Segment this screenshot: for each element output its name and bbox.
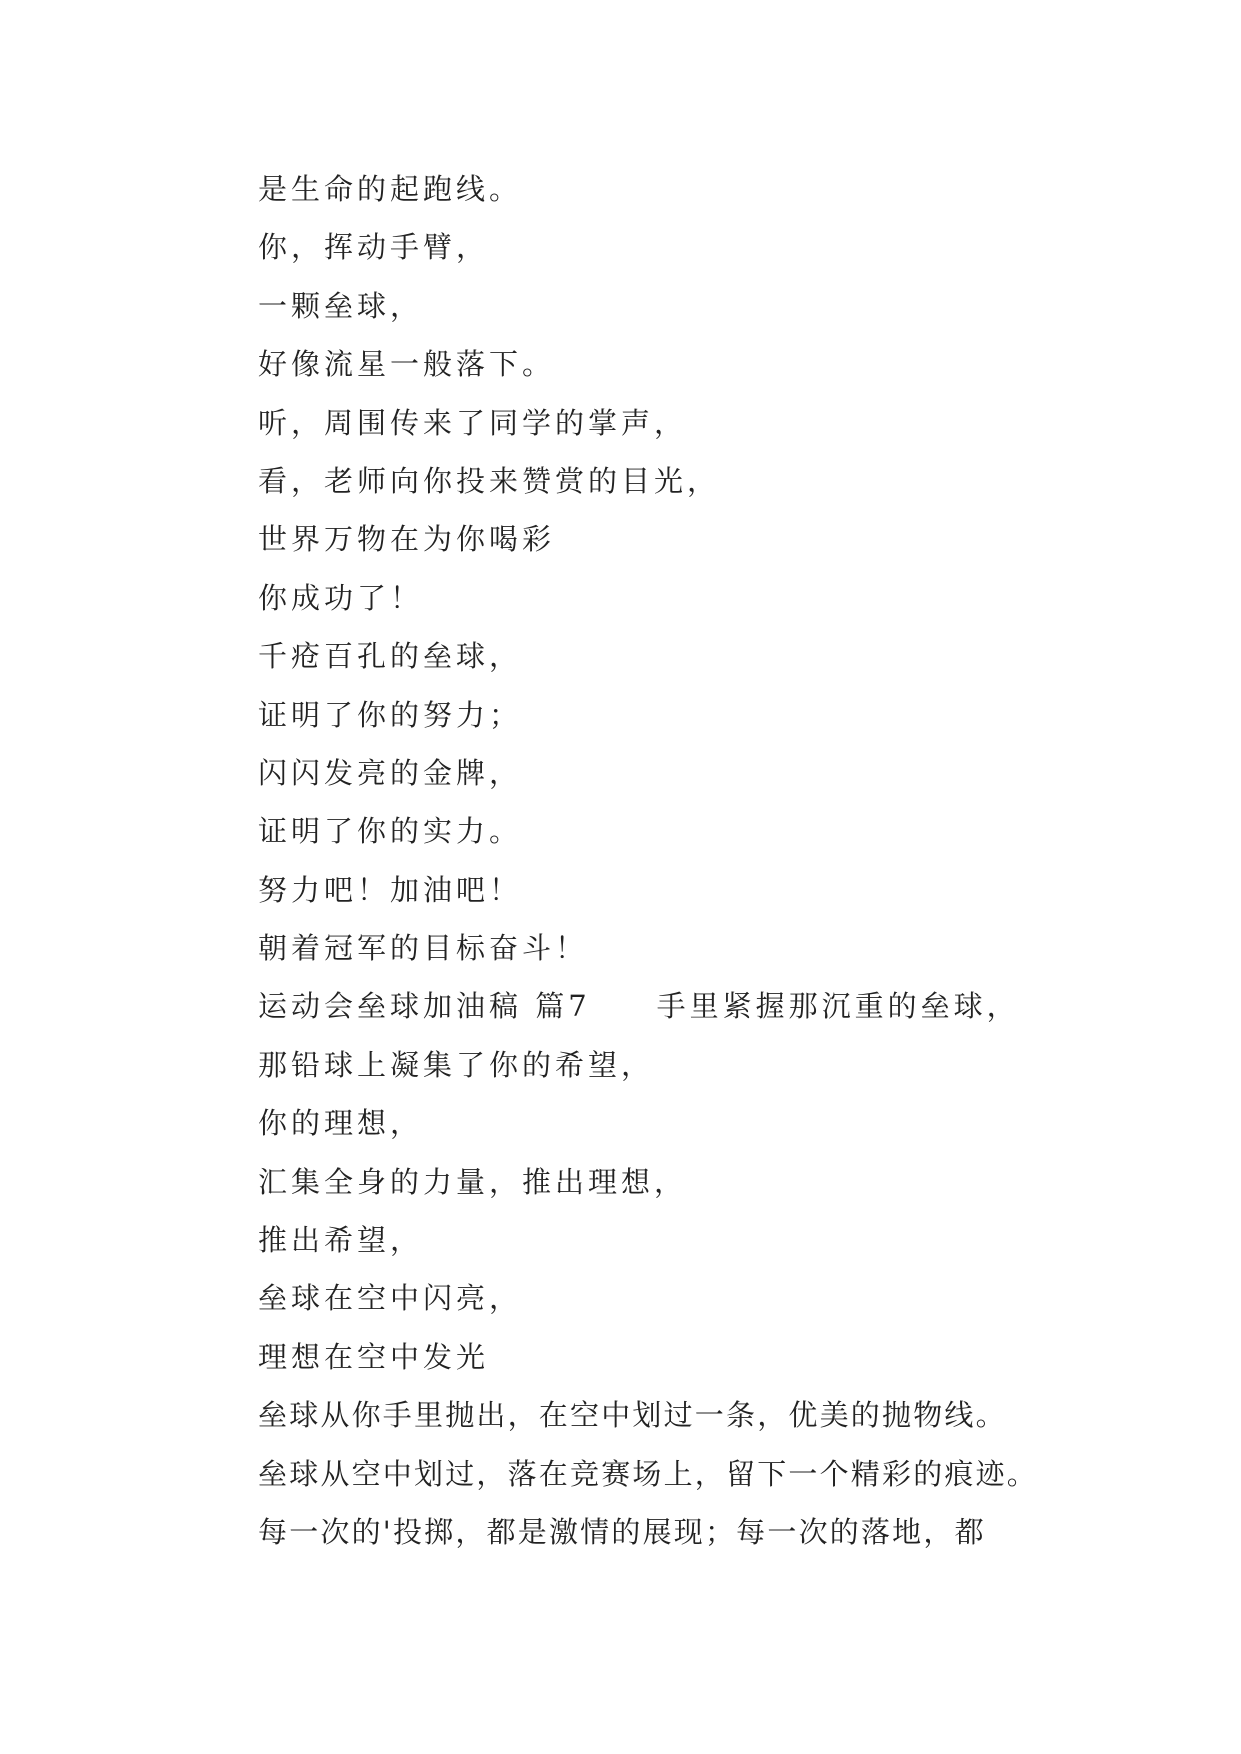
text-line: 垒球在空中闪亮，	[258, 1281, 523, 1316]
text-line: 努力吧！加油吧！	[258, 872, 523, 907]
text-line: 你成功了！	[258, 580, 424, 615]
text-line: 你的理想，	[258, 1106, 424, 1141]
body-text	[258, 160, 1158, 1561]
text-line: 那铅球上凝集了你的希望，	[258, 1047, 655, 1082]
text-line: 是生命的起跑线。	[258, 172, 523, 206]
text-line: 汇集全身的力量，推出理想，	[258, 1164, 688, 1199]
text-line: 一颗垒球，	[258, 288, 424, 323]
text-line: 听，周围传来了同学的掌声，	[258, 405, 688, 440]
text-line: 理想在空中发光	[258, 1339, 490, 1374]
text-line: 你，挥动手臂，	[258, 230, 490, 265]
text-line: 垒球从你手里抛出，在空中划过一条，优美的抛物线。	[258, 1398, 1007, 1433]
text-line: 垒球从空中划过，落在竞赛场上，留下一个精彩的痕迹。	[258, 1456, 1039, 1491]
section-heading-line: 运动会垒球加油稿 篇7 手里紧握那沉重的垒球，	[258, 989, 1020, 1024]
text-line: 世界万物在为你喝彩	[258, 522, 556, 557]
text-line: 证明了你的努力；	[258, 697, 523, 732]
text-line: 朝着冠军的目标奋斗！	[258, 931, 589, 966]
text-line: 闪闪发亮的金牌，	[258, 755, 523, 790]
text-line: 千疮百孔的垒球，	[258, 639, 523, 674]
text-line: 看，老师向你投来赞赏的目光，	[258, 463, 721, 498]
text-line: 推出希望，	[258, 1223, 424, 1258]
text-line: 证明了你的实力。	[258, 814, 523, 849]
text-line: 每一次的'投掷，都是激情的展现；每一次的落地，都	[258, 1514, 986, 1549]
text-line: 好像流星一般落下。	[258, 347, 556, 382]
